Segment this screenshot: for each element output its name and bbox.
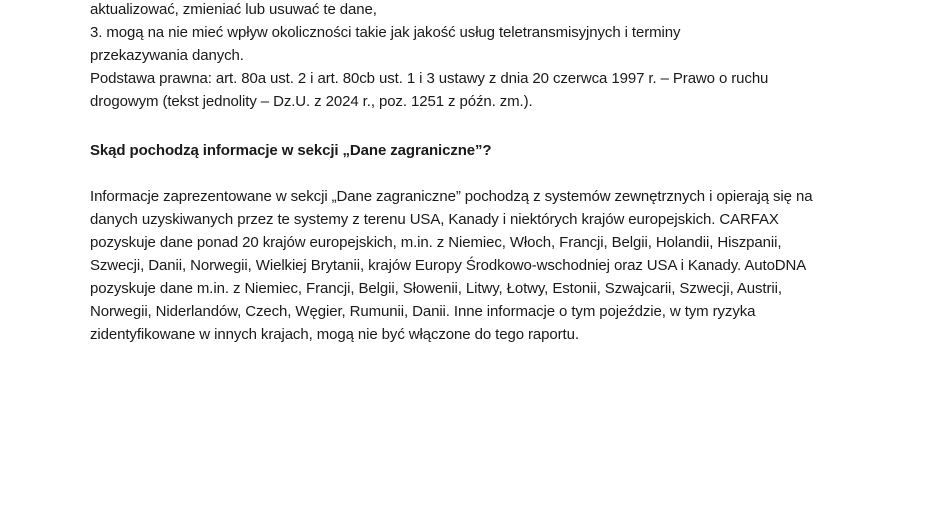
text-line: przekazywania danych.	[90, 47, 244, 64]
text-line: Norwegii, Niderlandów, Czech, Węgier, Rumunii, Danii. Inne informacje o tym pojeździe, w tym ryzyka	[90, 303, 756, 320]
foreign-data-paragraph	[90, 185, 812, 346]
text-line: Szwecji, Danii, Norwegii, Wielkiej Brytanii, krajów Europy Środkowo-wschodniej oraz USA i Kanady. AutoDNA	[90, 257, 807, 274]
legal-basis-block	[90, 0, 768, 113]
section-heading: Skąd pochodzą informacje w sekcji „Dane zagraniczne”?	[90, 142, 492, 159]
text-line: aktualizować, zmieniać lub usuwać te dane,	[90, 1, 377, 18]
text-line: danych uzyskiwanych przez te systemy z terenu USA, Kanady i niektórych krajów europejskich. CARFAX	[90, 211, 779, 228]
text-line: drogowym (tekst jednolity – Dz.U. z 2024 r., poz. 1251 z późn. zm.).	[90, 93, 533, 110]
text-line: pozyskuje dane ponad 20 krajów europejskich, m.in. z Niemiec, Włoch, Francji, Belgii, Holandii, Hiszpanii,	[90, 234, 782, 251]
text-line: pozyskuje dane m.in. z Niemiec, Francji, Belgii, Słowenii, Litwy, Łotwy, Estonii, Szwajcarii, Szwecji, Austrii,	[90, 280, 782, 297]
text-line: Informacje zaprezentowane w sekcji „Dane zagraniczne” pochodzą z systemów zewnętrznych i opierają się na	[90, 188, 813, 205]
text-line: 3. mogą na nie mieć wpływ okoliczności takie jak jakość usług teletransmisyjnych i terminy	[90, 24, 681, 41]
text-line: zidentyfikowane w innych krajach, mogą nie być włączone do tego raportu.	[90, 326, 579, 343]
text-line: Podstawa prawna: art. 80a ust. 2 i art. 80cb ust. 1 i 3 ustawy z dnia 20 czerwca 1997 r. – Prawo o ruchu	[90, 70, 769, 87]
